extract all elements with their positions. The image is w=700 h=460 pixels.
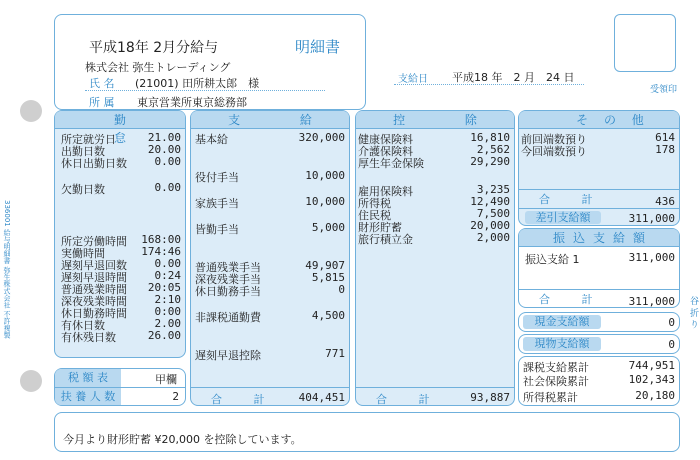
cumulative-label: 社会保険累計	[523, 375, 589, 388]
payments-header: 支 給	[191, 111, 349, 129]
net-pay-label: 差引支給額	[525, 211, 601, 224]
deduction-value: 20,000	[470, 219, 510, 232]
attendance-value: 26.00	[147, 329, 181, 342]
attendance-label: 普通残業時間	[61, 283, 127, 296]
payments-total-label: 合 計	[211, 393, 279, 406]
payment-label: 普通残業手当	[195, 261, 261, 274]
department: 東京営業所東京総務部	[137, 96, 247, 109]
dependents-value: 2	[172, 390, 179, 403]
tax-table-value: 甲欄	[155, 373, 177, 386]
attendance-value: 2.00	[154, 317, 181, 330]
cumulative-value: 20,180	[635, 389, 675, 402]
attendance-label: 深夜残業時間	[61, 295, 127, 308]
deduction-label: 厚生年金保険	[358, 157, 424, 170]
other-value: 178	[655, 143, 675, 156]
deduction-label: 財形貯蓄	[358, 221, 402, 234]
cash-value: 0	[668, 316, 675, 329]
attendance-label: 有休日数	[61, 319, 105, 332]
tax-table-label: 税 額 表	[55, 369, 121, 387]
pay-date: 平成18 年 2 月 24 日	[452, 71, 575, 84]
tax-table-panel	[54, 368, 186, 406]
transfer-header: 振込支給額	[519, 229, 679, 247]
other-value: 614	[655, 131, 675, 144]
other-header: そ の 他	[519, 111, 679, 129]
attendance-value: 20:05	[147, 281, 181, 294]
side-text-right: 谷 折 り	[688, 296, 698, 329]
transfer-panel	[518, 228, 680, 308]
attendance-label: 遅刻早退回数	[61, 259, 127, 272]
payment-value: 5,000	[311, 221, 345, 234]
transfer-total: 311,000	[628, 295, 675, 308]
net-pay: 311,000	[628, 212, 675, 225]
payment-value: 771	[325, 347, 345, 360]
payment-label: 役付手当	[195, 171, 239, 184]
goods-label: 現物支給額	[523, 337, 601, 351]
other-total-label: 合 計	[539, 193, 607, 206]
deduction-label: 旅行積立金	[358, 233, 413, 246]
cumulative-value: 744,951	[628, 359, 675, 372]
deduction-value: 29,290	[470, 155, 510, 168]
employee-name: (21001) 田所耕太郎 様	[135, 77, 260, 90]
payment-label: 家族手当	[195, 197, 239, 210]
attendance-label: 有休残日数	[61, 331, 116, 344]
attendance-value: 0:24	[154, 269, 181, 282]
attendance-label: 休日出勤日数	[61, 157, 127, 170]
transfer-total-label: 合 計	[539, 293, 607, 306]
document-title: 明細書	[295, 38, 341, 56]
payment-value: 49,907	[305, 259, 345, 272]
payment-label: 基本給	[195, 133, 228, 146]
deductions-panel	[355, 110, 515, 406]
attendance-value: 0.00	[154, 155, 181, 168]
deduction-value: 7,500	[476, 207, 510, 220]
pay-period: 平成18年 2月分給与	[89, 40, 219, 56]
attendance-label: 遅刻早退時間	[61, 271, 127, 284]
goods-panel	[518, 334, 680, 354]
attendance-value: 21.00	[147, 131, 181, 144]
payment-label: 皆勤手当	[195, 223, 239, 236]
cash-panel	[518, 312, 680, 332]
note-panel	[54, 412, 680, 452]
attendance-label: 実働時間	[61, 247, 105, 260]
deduction-value: 16,810	[470, 131, 510, 144]
deduction-value: 12,490	[470, 195, 510, 208]
attendance-value: 0:00	[154, 305, 181, 318]
deduction-label: 介護保険料	[358, 145, 413, 158]
attendance-label: 欠勤日数	[61, 183, 105, 196]
attendance-label: 出勤日数	[61, 145, 105, 158]
deduction-label: 住民税	[358, 209, 391, 222]
other-label: 今回端数預り	[521, 145, 587, 158]
deduction-label: 所得税	[358, 197, 391, 210]
transfer-item-value: 311,000	[628, 251, 675, 264]
attendance-value: 174:46	[141, 245, 181, 258]
attendance-label: 所定就労日	[61, 133, 116, 146]
deduction-label: 雇用保険料	[358, 185, 413, 198]
dependents-label: 扶 養 人 数	[55, 388, 121, 405]
cumulative-label: 所得税累計	[523, 391, 578, 404]
cumulative-label: 課税支給累計	[523, 361, 589, 374]
cash-label: 現金支給額	[523, 315, 601, 329]
receipt-stamp-box	[614, 14, 676, 72]
side-text: 336001 給与明細書 弥生株式会社 不許複製	[3, 200, 11, 339]
deduction-value: 2,562	[476, 143, 510, 156]
attendance-value: 20.00	[147, 143, 181, 156]
goods-value: 0	[668, 338, 675, 351]
pay-date-label: 支給日	[398, 74, 428, 85]
dept-label: 所 属	[89, 96, 115, 109]
payment-label: 遅刻早退控除	[195, 349, 261, 362]
cumulative-panel	[518, 356, 680, 406]
deductions-total-label: 合 計	[376, 393, 444, 406]
payment-value: 320,000	[298, 131, 345, 144]
payments-total: 404,451	[298, 391, 345, 404]
attendance-label: 休日勤務時間	[61, 307, 127, 320]
name-label: 氏 名	[89, 77, 115, 90]
transfer-item-label: 振込支給 1	[525, 253, 580, 266]
other-label: 前回端数預り	[521, 133, 587, 146]
payment-value: 0	[338, 283, 345, 296]
attendance-panel	[54, 110, 186, 358]
attendance-header: 勤 怠	[55, 111, 185, 129]
payment-label: 深夜残業手当	[195, 273, 261, 286]
payment-value: 4,500	[311, 309, 345, 322]
header-panel	[54, 14, 366, 110]
cumulative-value: 102,343	[628, 373, 675, 386]
attendance-value: 0.00	[154, 257, 181, 270]
deduction-label: 健康保険料	[358, 133, 413, 146]
attendance-label: 所定労働時間	[61, 235, 127, 248]
other-panel	[518, 110, 680, 226]
payment-value: 5,815	[311, 271, 345, 284]
payment-label: 非課税通勤費	[195, 311, 261, 324]
attendance-value: 0.00	[154, 181, 181, 194]
deduction-value: 2,000	[476, 231, 510, 244]
note-text: 今月より財形貯蓄 ¥20,000 を控除しています。	[63, 433, 302, 446]
other-total: 436	[655, 195, 675, 208]
payment-label: 休日勤務手当	[195, 285, 261, 298]
punch-hole	[20, 100, 42, 122]
payment-value: 10,000	[305, 195, 345, 208]
deductions-total: 93,887	[470, 391, 510, 404]
attendance-value: 2:10	[154, 293, 181, 306]
attendance-value: 168:00	[141, 233, 181, 246]
deduction-value: 3,235	[476, 183, 510, 196]
deductions-header: 控 除	[356, 111, 514, 129]
receipt-label: 受領印	[650, 85, 678, 95]
punch-hole	[20, 370, 42, 392]
company-name: 株式会社 弥生トレーディング	[85, 61, 231, 74]
payment-value: 10,000	[305, 169, 345, 182]
payments-panel	[190, 110, 350, 406]
